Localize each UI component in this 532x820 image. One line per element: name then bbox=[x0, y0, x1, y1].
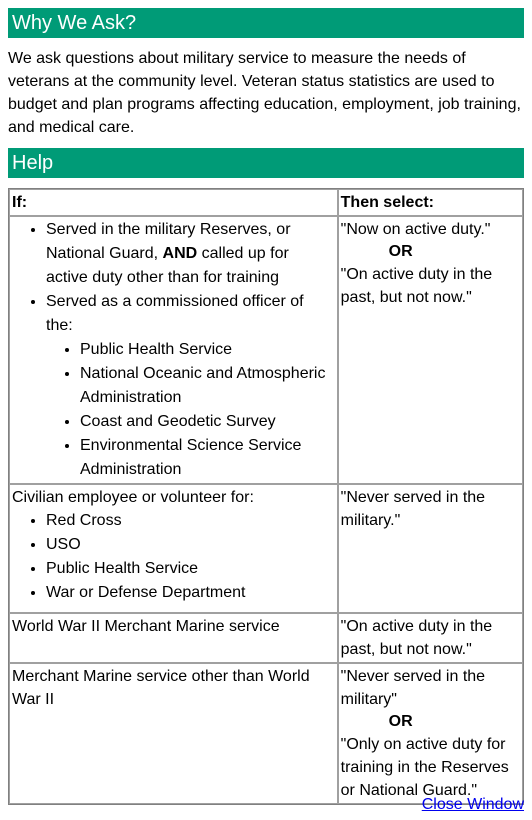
row1-sublist bbox=[46, 338, 335, 482]
table-row bbox=[9, 216, 523, 484]
row1-then-cell bbox=[338, 216, 523, 484]
row1-item1-text: Served in the military Reserves, or National Guard, bbox=[46, 221, 291, 262]
table-row bbox=[9, 613, 523, 663]
row1-then-b: "On active duty in the past, but not now." bbox=[340, 266, 493, 306]
list-item: • Coast and Geodetic Survey bbox=[80, 410, 335, 434]
why-we-ask-text: We ask questions about military service to measure the needs of veterans at the community level. Veteran status statistics are used to budget and plan programs affecting education, employment, job training, and medical care. bbox=[8, 50, 521, 136]
row1-item1-bold: AND bbox=[162, 245, 198, 262]
row3-then-cell: "On active duty in the past, but not now." bbox=[338, 613, 523, 663]
row4-then-cell bbox=[338, 663, 523, 804]
list-item: • Environmental Science Service Administration bbox=[80, 434, 335, 482]
row1-list bbox=[12, 218, 335, 482]
list-item bbox=[46, 290, 335, 482]
why-we-ask-heading: Why We Ask? bbox=[8, 8, 524, 38]
table-header-row bbox=[9, 189, 523, 216]
list-item: • War or Defense Department bbox=[46, 581, 335, 605]
header-then: Then select: bbox=[338, 189, 523, 216]
row1-then-a: "Now on active duty." bbox=[340, 221, 491, 238]
row4-then-b: "Only on active duty for training in the Reserves or National Guard." bbox=[340, 736, 509, 799]
row2-intro: Civilian employee or volunteer for: bbox=[12, 489, 254, 506]
table-row bbox=[9, 663, 523, 804]
close-window-link[interactable]: Close Window bbox=[421, 796, 524, 813]
help-heading: Help bbox=[8, 148, 524, 178]
row4-if-cell: Merchant Marine service other than World War II bbox=[9, 663, 338, 804]
header-if: If: bbox=[9, 189, 338, 216]
row3-if-cell: World War II Merchant Marine service bbox=[9, 613, 338, 663]
row1-or: OR bbox=[388, 243, 413, 260]
row1-item1-text-end: called up for active duty other than for training bbox=[46, 245, 289, 286]
row1-item2-text: Served as a commissioned officer of the: bbox=[46, 293, 304, 334]
help-table bbox=[8, 188, 524, 805]
row1-if-cell bbox=[9, 216, 338, 484]
table-row bbox=[9, 484, 523, 613]
row2-list bbox=[12, 509, 335, 605]
row2-if-cell bbox=[9, 484, 338, 613]
row4-or: OR bbox=[388, 713, 413, 730]
list-item bbox=[46, 218, 335, 290]
row2-then-cell: "Never served in the military." bbox=[338, 484, 523, 613]
row4-then-a: "Never served in the military" bbox=[340, 668, 486, 708]
list-item: • Public Health Service bbox=[46, 557, 335, 581]
list-item: • Red Cross bbox=[46, 509, 335, 533]
list-item: • Public Health Service bbox=[80, 338, 335, 362]
list-item: • USO bbox=[46, 533, 335, 557]
list-item: • National Oceanic and Atmospheric Administration bbox=[80, 362, 335, 410]
